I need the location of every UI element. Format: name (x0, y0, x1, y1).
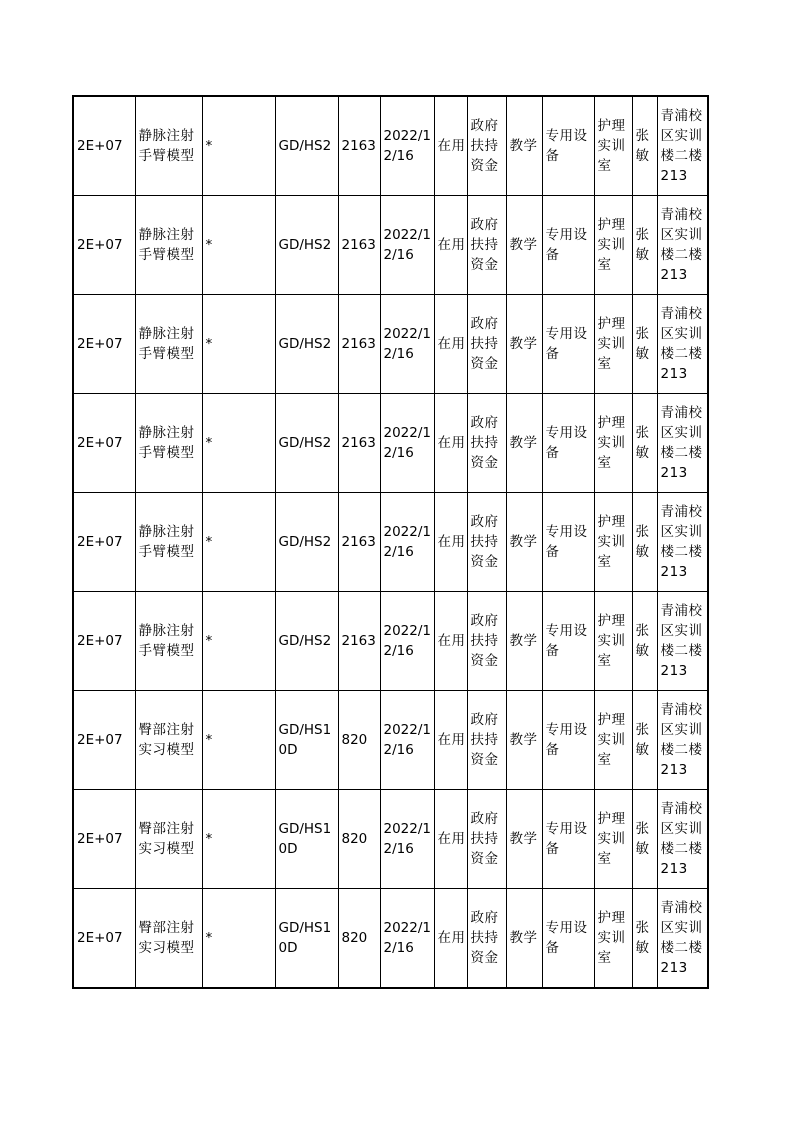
table-row (73, 592, 708, 691)
funding-cell: 政府扶持资金 (467, 196, 506, 295)
location-cell: 青浦校区实训楼二楼213 (657, 394, 708, 493)
custodian-cell: 张敏 (632, 790, 657, 889)
funding-cell: 政府扶持资金 (467, 790, 506, 889)
asset-code-cell: 2E+07 (73, 790, 135, 889)
status-cell: 在用 (434, 790, 467, 889)
status-cell: 在用 (434, 394, 467, 493)
table-row (73, 196, 708, 295)
department-cell: 护理实训室 (594, 493, 632, 592)
category-cell: 专用设备 (542, 790, 594, 889)
spec-cell: * (202, 790, 275, 889)
asset-name-cell: 静脉注射手臂模型 (135, 493, 202, 592)
department-cell: 护理实训室 (594, 790, 632, 889)
status-cell: 在用 (434, 493, 467, 592)
department-cell: 护理实训室 (594, 295, 632, 394)
asset-table-body (73, 96, 708, 988)
asset-code-cell: 2E+07 (73, 592, 135, 691)
spec-cell: * (202, 493, 275, 592)
model-cell: GD/HS10D (275, 691, 338, 790)
usage-cell: 教学 (506, 691, 542, 790)
asset-table (72, 95, 709, 989)
location-cell: 青浦校区实训楼二楼213 (657, 889, 708, 989)
price-cell: 2163 (338, 295, 380, 394)
asset-name-cell: 静脉注射手臂模型 (135, 196, 202, 295)
spec-cell: * (202, 196, 275, 295)
status-cell: 在用 (434, 196, 467, 295)
date-cell: 2022/12/16 (380, 889, 434, 989)
funding-cell: 政府扶持资金 (467, 592, 506, 691)
status-cell: 在用 (434, 691, 467, 790)
date-cell: 2022/12/16 (380, 592, 434, 691)
custodian-cell: 张敏 (632, 592, 657, 691)
location-cell: 青浦校区实训楼二楼213 (657, 691, 708, 790)
model-cell: GD/HS10D (275, 889, 338, 989)
department-cell: 护理实训室 (594, 592, 632, 691)
custodian-cell: 张敏 (632, 691, 657, 790)
asset-code-cell: 2E+07 (73, 196, 135, 295)
asset-name-cell: 臀部注射实习模型 (135, 790, 202, 889)
status-cell: 在用 (434, 295, 467, 394)
date-cell: 2022/12/16 (380, 295, 434, 394)
price-cell: 2163 (338, 394, 380, 493)
price-cell: 2163 (338, 96, 380, 196)
funding-cell: 政府扶持资金 (467, 691, 506, 790)
usage-cell: 教学 (506, 96, 542, 196)
location-cell: 青浦校区实训楼二楼213 (657, 493, 708, 592)
usage-cell: 教学 (506, 394, 542, 493)
table-row (73, 889, 708, 989)
spec-cell: * (202, 96, 275, 196)
category-cell: 专用设备 (542, 889, 594, 989)
location-cell: 青浦校区实训楼二楼213 (657, 96, 708, 196)
asset-name-cell: 静脉注射手臂模型 (135, 592, 202, 691)
usage-cell: 教学 (506, 493, 542, 592)
model-cell: GD/HS2 (275, 96, 338, 196)
status-cell: 在用 (434, 592, 467, 691)
funding-cell: 政府扶持资金 (467, 96, 506, 196)
custodian-cell: 张敏 (632, 295, 657, 394)
table-row (73, 790, 708, 889)
category-cell: 专用设备 (542, 691, 594, 790)
date-cell: 2022/12/16 (380, 196, 434, 295)
date-cell: 2022/12/16 (380, 96, 434, 196)
asset-name-cell: 静脉注射手臂模型 (135, 295, 202, 394)
department-cell: 护理实训室 (594, 196, 632, 295)
date-cell: 2022/12/16 (380, 790, 434, 889)
department-cell: 护理实训室 (594, 889, 632, 989)
status-cell: 在用 (434, 889, 467, 989)
spec-cell: * (202, 592, 275, 691)
location-cell: 青浦校区实训楼二楼213 (657, 196, 708, 295)
model-cell: GD/HS2 (275, 592, 338, 691)
department-cell: 护理实训室 (594, 691, 632, 790)
date-cell: 2022/12/16 (380, 691, 434, 790)
funding-cell: 政府扶持资金 (467, 394, 506, 493)
table-row (73, 96, 708, 196)
usage-cell: 教学 (506, 790, 542, 889)
asset-code-cell: 2E+07 (73, 493, 135, 592)
funding-cell: 政府扶持资金 (467, 295, 506, 394)
category-cell: 专用设备 (542, 295, 594, 394)
asset-code-cell: 2E+07 (73, 889, 135, 989)
price-cell: 2163 (338, 592, 380, 691)
asset-code-cell: 2E+07 (73, 691, 135, 790)
category-cell: 专用设备 (542, 96, 594, 196)
table-row (73, 493, 708, 592)
model-cell: GD/HS2 (275, 196, 338, 295)
custodian-cell: 张敏 (632, 196, 657, 295)
usage-cell: 教学 (506, 295, 542, 394)
spec-cell: * (202, 889, 275, 989)
price-cell: 820 (338, 790, 380, 889)
price-cell: 2163 (338, 493, 380, 592)
asset-code-cell: 2E+07 (73, 394, 135, 493)
price-cell: 820 (338, 691, 380, 790)
asset-name-cell: 静脉注射手臂模型 (135, 394, 202, 493)
funding-cell: 政府扶持资金 (467, 889, 506, 989)
spec-cell: * (202, 394, 275, 493)
model-cell: GD/HS2 (275, 493, 338, 592)
department-cell: 护理实训室 (594, 394, 632, 493)
table-row (73, 691, 708, 790)
status-cell: 在用 (434, 96, 467, 196)
asset-code-cell: 2E+07 (73, 96, 135, 196)
spec-cell: * (202, 295, 275, 394)
model-cell: GD/HS2 (275, 295, 338, 394)
category-cell: 专用设备 (542, 394, 594, 493)
asset-name-cell: 静脉注射手臂模型 (135, 96, 202, 196)
category-cell: 专用设备 (542, 196, 594, 295)
model-cell: GD/HS10D (275, 790, 338, 889)
usage-cell: 教学 (506, 196, 542, 295)
custodian-cell: 张敏 (632, 96, 657, 196)
model-cell: GD/HS2 (275, 394, 338, 493)
funding-cell: 政府扶持资金 (467, 493, 506, 592)
custodian-cell: 张敏 (632, 493, 657, 592)
date-cell: 2022/12/16 (380, 394, 434, 493)
department-cell: 护理实训室 (594, 96, 632, 196)
location-cell: 青浦校区实训楼二楼213 (657, 790, 708, 889)
usage-cell: 教学 (506, 592, 542, 691)
custodian-cell: 张敏 (632, 889, 657, 989)
asset-code-cell: 2E+07 (73, 295, 135, 394)
category-cell: 专用设备 (542, 493, 594, 592)
asset-name-cell: 臀部注射实习模型 (135, 691, 202, 790)
custodian-cell: 张敏 (632, 394, 657, 493)
price-cell: 2163 (338, 196, 380, 295)
date-cell: 2022/12/16 (380, 493, 434, 592)
location-cell: 青浦校区实训楼二楼213 (657, 295, 708, 394)
price-cell: 820 (338, 889, 380, 989)
table-row (73, 394, 708, 493)
asset-name-cell: 臀部注射实习模型 (135, 889, 202, 989)
category-cell: 专用设备 (542, 592, 594, 691)
spec-cell: * (202, 691, 275, 790)
usage-cell: 教学 (506, 889, 542, 989)
location-cell: 青浦校区实训楼二楼213 (657, 592, 708, 691)
table-row (73, 295, 708, 394)
